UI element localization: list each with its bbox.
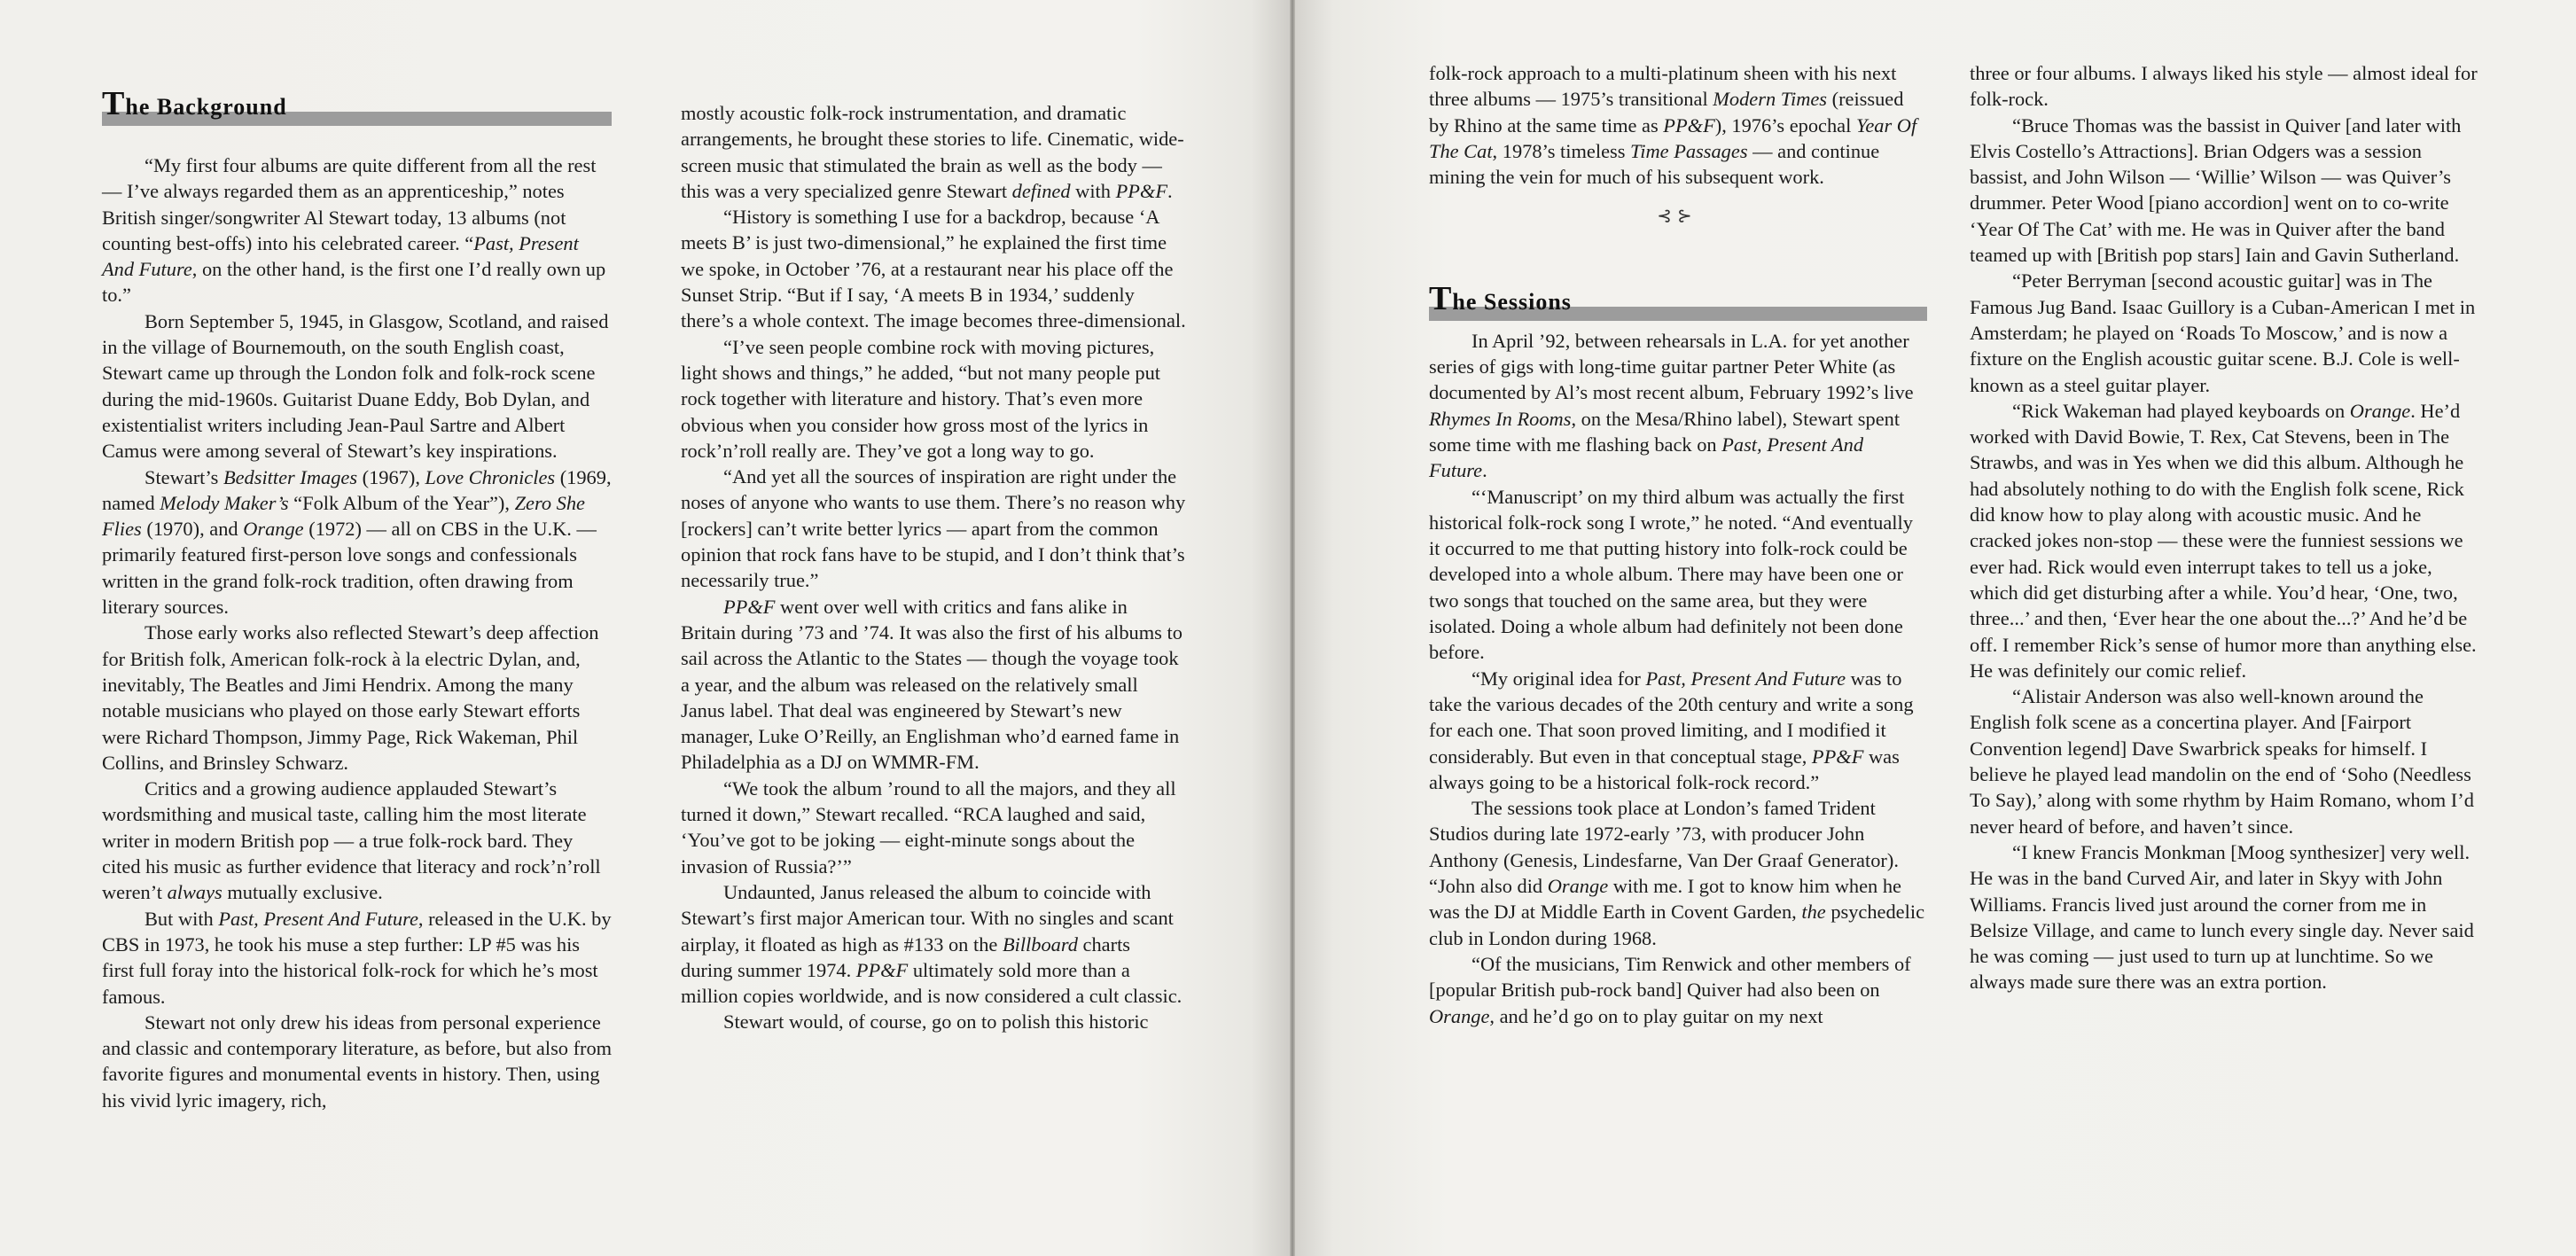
paragraph: In April ’92, between rehearsals in L.A. for yet another series of gigs with long-time guitar partner Peter White (as documented by Al’s most recent album, February 1992’s live Rhymes In Rooms, on the Mesa/Rhino label), Stewart spent some time with me flashing back on Past, Present And Future. xyxy=(1429,329,1914,482)
paragraph: Critics and a growing audience applauded Stewart’s wordsmithing and musical taste, calling him the most literate writer in modern British pop — a true folk-rock bard. They cited his music as further evidence that literacy and rock’n’roll weren’t always mutually exclusive. xyxy=(102,777,601,904)
paragraph: “My original idea for Past, Present And Future was to take the various decades of the 20th century and write a song for each one. That soon proved limiting, and I modified it considerably. But even in that conceptual stage, PP&F was always going to be a historical folk-rock record.” xyxy=(1429,667,1914,793)
column-1 xyxy=(102,152,614,1113)
column-3 xyxy=(1429,60,1925,1029)
section-divider-ornament: ⊰⊱ xyxy=(1657,207,1698,227)
paragraph: “My first four albums are quite different from all the rest — I’ve always regarded them as an apprenticeship,” notes British singer/songwriter Al Stewart today, 13 albums (not counting best-offs) into his celebrated career. “Past, Present And Future, on the other hand, is the first one I’d really own up to.” xyxy=(102,154,606,307)
paragraph: “Of the musicians, Tim Renwick and other members of [popular British pub-rock band] Quiver had also been on Orange, and he’d go on to play guitar on my next xyxy=(1429,952,1911,1027)
column-2 xyxy=(681,100,1186,1035)
heading-text: The Sessions xyxy=(1429,280,1572,317)
paragraph: But with Past, Present And Future, released in the U.K. by CBS in 1973, he took his muse a step further: LP #5 was his first full foray into the historical folk-rock for which he’s most famous. xyxy=(102,907,612,1008)
paragraph: folk-rock approach to a multi-platinum sheen with his next three albums — 1975’s transitional Modern Times (reissued by Rhino at the same time as PP&F), 1976’s epochal Year Of The Cat, 1978’s timeless Time Passages — and continue mining the vein for much of his subsequent work. xyxy=(1429,62,1917,189)
paragraph: “Peter Berryman [second acoustic guitar] was in The Famous Jug Band. Isaac Guillory is a Cuban-American I met in Amsterdam; he played on ‘Roads To Moscow,’ and is now a fixture on the English acoustic guitar scene. B.J. Cole is well-known as a steel guitar player. xyxy=(1970,269,2476,396)
paragraph: “Bruce Thomas was the bassist in Quiver [and later with Elvis Costello’s Attractions]. Brian Odgers was a session bassist, and John Wilson — ‘Willie’ Wilson — was Quiver’s drummer. Peter Wood [piano accordion] went on to co-write ‘Year Of The Cat’ with me. He was in Quiver after the band teamed up with [British pop stars] Iain and Gavin Sutherland. xyxy=(1970,113,2462,267)
right-page xyxy=(1295,0,2576,1256)
section-heading-sessions xyxy=(1429,280,1927,323)
paragraph: Undaunted, Janus released the album to coincide with Stewart’s first major American tour. With no singles and scant airplay, it floated as high as #133 on the Billboard charts during summer 1974. PP&F ultimately sold more than a million copies worldwide, and is now considered a cult classic. xyxy=(681,880,1183,1008)
paragraph: three or four albums. I always liked his style — almost ideal for folk-rock. xyxy=(1970,62,2478,111)
paragraph: Stewart not only drew his ideas from personal experience and classic and contemporary literature, as before, but also from favorite figures and monumental events in history. Then, using his vivid lyric imagery, rich, xyxy=(102,1010,613,1112)
paragraph: Those early works also reflected Stewart’s deep affection for British folk, American folk-rock à la electric Dylan, and, inevitably, The Beatles and Jimi Hendrix. Among the many notable musicians who played on those early Stewart efforts were Richard Thompson, Jimmy Page, Rick Wakeman, Phil Collins, and Brinsley Schwarz. xyxy=(102,621,599,774)
paragraph: mostly acoustic folk-rock instrumentation, and dramatic arrangements, he brought these stories to life. Cinematic, wide-screen music that stimulated the brain as well as the body — this was a very specialized genre Stewart defined with PP&F. xyxy=(681,102,1184,202)
paragraph: “And yet all the sources of inspiration are right under the noses of anyone who wants to use them. There’s no reason why [rockers] can’t write better lyrics — apart from the common opinion that rock fans have to be stupid, and I don’t think that’s necessarily true.” xyxy=(681,465,1186,592)
paragraph: Born September 5, 1945, in Glasgow, Scotland, and raised in the village of Bournemouth, on the south English coast, Stewart came up through the London folk and folk-rock scene during the mid-1960s. Guitarist Duane Eddy, Bob Dylan, and existentialist writers including Jean-Paul Sartre and Albert Camus were among several of Stewart’s key inspirations. xyxy=(102,309,609,463)
paragraph: “I’ve seen people combine rock with moving pictures, light shows and things,” he added, “but not many people put rock together with literature and history. That’s even more obvious when you consider how gross most of the lyrics in rock’n’roll really are. They’ve got a long way to go. xyxy=(681,335,1161,462)
paragraph: “Rick Wakeman had played keyboards on Orange. He’d worked with David Bowie, T. Rex, Cat Stevens, been in The Strawbs, and was in Yes when we did this album. Although he had absolutely nothing to do with the English folk scene, Rick did know how to play along with acoustic music. And he cracked jokes non-stop — these were the funniest sessions we ever had. Rick would even interrupt takes to tell us a joke, which did get disturbing after a while. You’d hear, ‘One, two, three...’ and then, ‘Ever hear the one about the...?’ And he’d be off. I remember Rick’s sense of humor more than anything else. He was definitely our comic relief. xyxy=(1970,399,2477,682)
heading-text: The Background xyxy=(102,85,287,122)
paragraph: “I knew Francis Monkman [Moog synthesizer] very well. He was in the band Curved Air, and later in Skyy with John Williams. Francis lived just around the corner from me in Belsize Village, and came to lunch every single day. Never said he was coming — just used to turn up at lunchtime. So we always made sure there was an extra portion. xyxy=(1970,840,2474,994)
paragraph: PP&F went over well with critics and fans alike in Britain during ’73 and ’74. It was also the first of his albums to sail across the Atlantic to the States — though the voyage took a year, and the album was released on the relatively small Janus label. That deal was engineered by Stewart’s new manager, Luke O’Reilly, an Englishman who’d earned fame in Philadelphia as a DJ on WMMR-FM. xyxy=(681,595,1183,774)
paragraph: “We took the album ’round to all the majors, and they all turned it down,” Stewart recalled. “RCA laughed and said, ‘You’ve got to be joking — eight-minute songs about the invasion of Russia?’” xyxy=(681,776,1176,878)
paragraph: Stewart would, of course, go on to polish this historic xyxy=(723,1010,1149,1034)
paragraph: “‘Manuscript’ on my third album was actually the first historical folk-rock song I wrote,” he noted. “And eventually it occurred to me that putting history into folk-rock could be developed into a whole album. There may have been one or two songs that touched on the same area, but they were isolated. Doing a whole album had definitely not been done before. xyxy=(1429,485,1913,664)
paragraph: The sessions took place at London’s famed Trident Studios during late 1972-early ’73, with producer John Anthony (Genesis, Lindesfarne, Van Der Graaf Generator). “John also did Orange with me. I got to know him when he was the DJ at Middle Earth in Covent Garden, the psychedelic club in London during 1968. xyxy=(1429,797,1925,949)
paragraph: “History is something I use for a backdrop, because ‘A meets B’ is just two-dimensional,” he explained the first time we spoke, in October ’76, at a restaurant near his place off the Sunset Strip. “But if I say, ‘A meets B in 1934,’ suddenly there’s a whole context. The image becomes three-dimensional. xyxy=(681,206,1186,332)
paragraph: Stewart’s Bedsitter Images (1967), Love Chronicles (1969, named Melody Maker’s “Folk Album of the Year”), Zero She Flies (1970), and Orange (1972) — all on CBS in the U.K. — primarily featured first-person love songs and confessionals written in the grand folk-rock tradition, often drawing from literary sources. xyxy=(102,465,612,619)
column-4 xyxy=(1970,60,2479,995)
section-heading-background xyxy=(102,85,612,128)
paragraph: “Alistair Anderson was also well-known around the English folk scene as a concertina player. And [Fairport Convention legend] Dave Swarbrick speaks for himself. I believe he played lead mandolin on the end of ‘Soho (Needless To Say),’ along with some rhythm by Haim Romano, whom I’d never heard of before, and haven’t since. xyxy=(1970,685,2474,838)
